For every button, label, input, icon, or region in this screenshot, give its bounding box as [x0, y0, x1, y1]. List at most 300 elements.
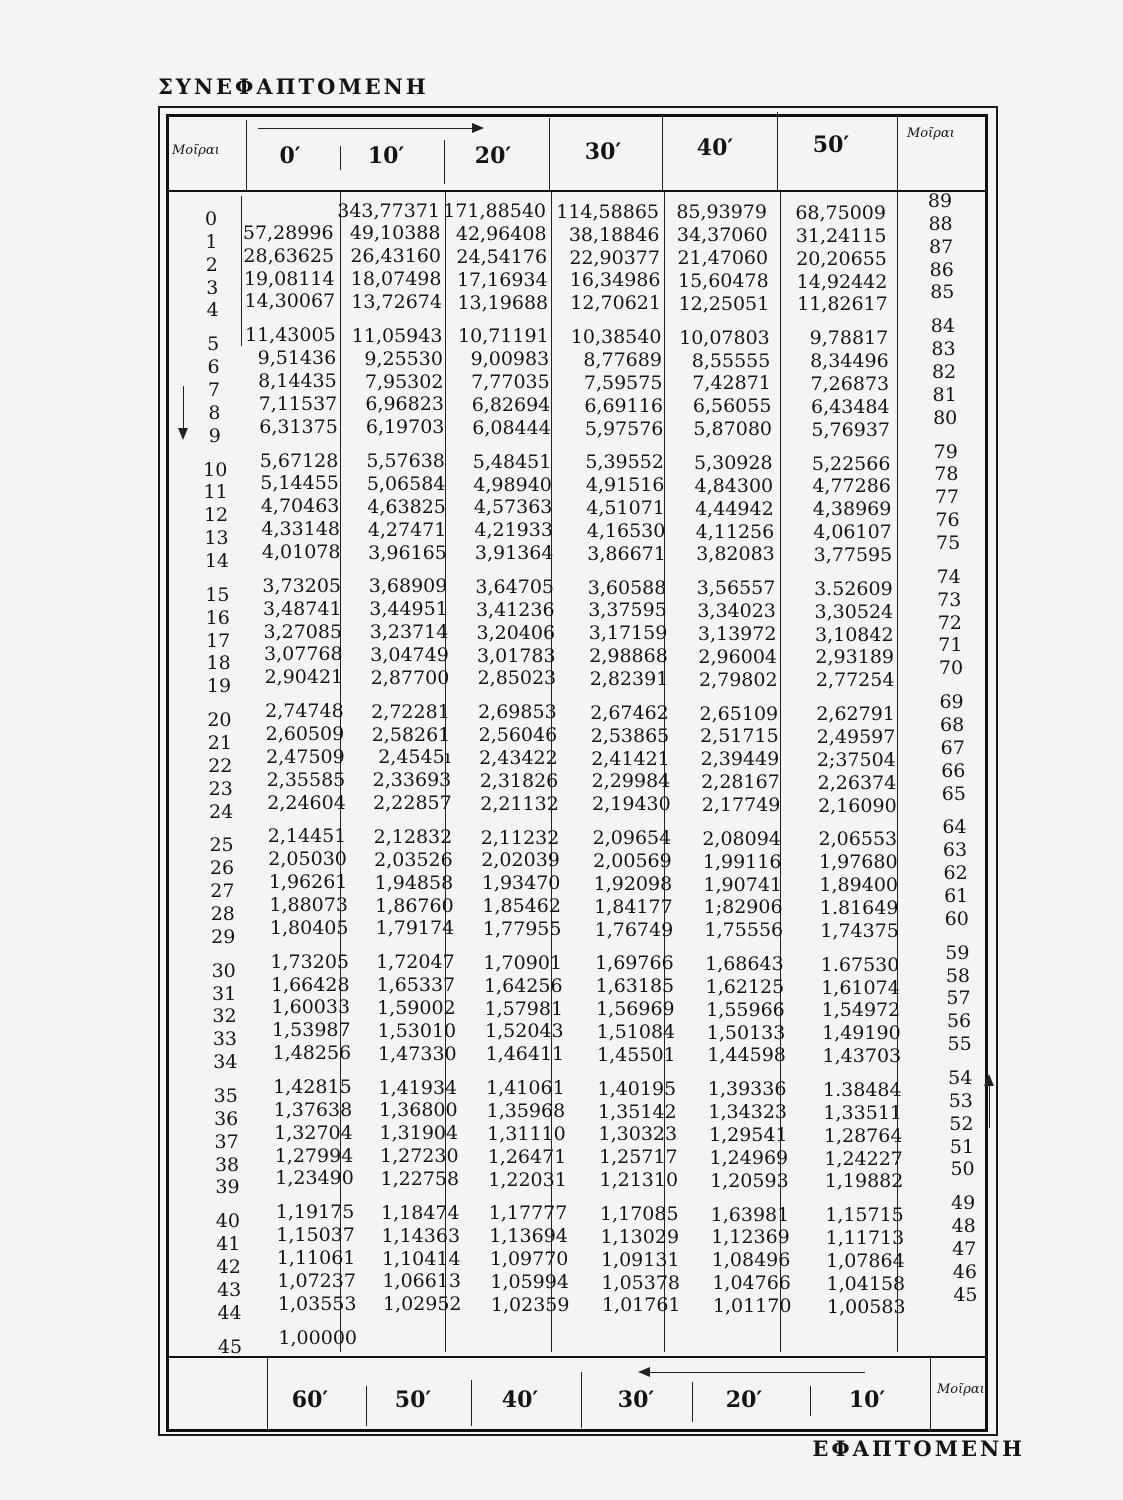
table-cell: 1,46411 [485, 1043, 565, 1066]
table-cell: 10,07803 [679, 326, 770, 349]
table-cell: 6,31375 [259, 415, 338, 438]
table-cell: 1,76749 [594, 918, 674, 941]
degree-label-left: 15 [205, 583, 230, 606]
header-separator-line [168, 190, 986, 192]
degree-label-left: 17 [206, 629, 231, 652]
table-cell: 1,05994 [490, 1270, 569, 1293]
table-cell: 34,37060 [676, 224, 768, 247]
degree-label-left: 23 [208, 777, 233, 800]
table-cell: 3.52609 [814, 577, 893, 600]
table-cell: 7,77035 [471, 371, 550, 394]
table-cell: 1,15037 [276, 1224, 355, 1247]
degree-label-right: 61 [944, 884, 969, 907]
table-cell: 1,47330 [378, 1042, 457, 1065]
column-divider [662, 114, 663, 190]
table-cell: 2;37504 [816, 748, 896, 771]
table-cell: 2,90421 [264, 666, 344, 689]
degree-label-right: 72 [937, 611, 962, 634]
table-cell: 3,48741 [262, 597, 342, 620]
table-cell: 3,41236 [475, 598, 555, 621]
degree-label-left: 14 [204, 549, 229, 572]
degrees-header-left: Μοῖραι [172, 143, 220, 158]
page-title-tangent: ΕΦΑΠΤΟΜΕΝΗ [812, 1436, 1025, 1461]
table-cell: 1,27994 [274, 1144, 354, 1167]
table-cell: 1,79174 [375, 917, 455, 940]
table-cell: 2,85023 [477, 667, 557, 690]
table-cell: 1,88073 [269, 893, 348, 916]
table-cell: 17,16934 [456, 268, 548, 291]
table-cell: 2,22857 [373, 792, 452, 815]
table-cell: 11,43005 [245, 324, 336, 347]
degree-label-left: 25 [209, 834, 234, 857]
table-cell: 12,70621 [570, 292, 661, 315]
column-divider [366, 1386, 367, 1426]
degree-label-left: 2 [205, 253, 218, 276]
table-cell: 13,19688 [457, 291, 549, 314]
degree-label-right: 77 [934, 486, 960, 509]
degree-label-right: 78 [934, 463, 959, 486]
table-cell: 6,56055 [692, 395, 772, 418]
table-cell: 114,58865 [556, 200, 659, 223]
bottom-minute-header: 40′ [501, 1387, 539, 1413]
table-cell: 3,56557 [696, 577, 776, 600]
degree-label-right: 60 [944, 907, 969, 930]
table-cell: 3,91364 [474, 542, 554, 565]
table-cell: 1,55966 [706, 998, 785, 1021]
degree-label-left: 11 [203, 481, 228, 504]
table-cell: 1,64256 [483, 974, 563, 997]
top-minute-header: 10′ [367, 143, 405, 169]
degree-label-left: 41 [216, 1233, 241, 1256]
table-cell: 7,26873 [810, 372, 890, 395]
table-cell: 1,70901 [483, 951, 562, 974]
table-cell: 2,93189 [815, 646, 894, 669]
degrees-footer-right: Μοῖραι [937, 1382, 985, 1397]
table-cell: 1,84177 [594, 895, 673, 918]
table-cell: 1,60033 [271, 996, 351, 1019]
table-cell: 1,33511 [823, 1101, 902, 1124]
degree-label-right: 82 [931, 360, 957, 383]
column-divider [897, 114, 898, 190]
table-cell: 2,60509 [265, 722, 345, 745]
table-cell: 1,86760 [375, 894, 454, 917]
table-cell: 2,00569 [593, 850, 672, 873]
table-cell: 2,35585 [266, 768, 346, 791]
table-cell: 2,82391 [589, 668, 669, 691]
table-cell: 3,73205 [262, 574, 341, 597]
column-divider [930, 1358, 931, 1430]
table-cell: 1,09770 [489, 1248, 569, 1271]
degree-label-left: 16 [205, 606, 230, 629]
table-cell: 2,28167 [701, 771, 780, 794]
degree-label-right: 49 [951, 1192, 976, 1215]
table-cell: 1,29541 [708, 1124, 788, 1147]
table-cell: 1,72047 [376, 951, 455, 974]
table-cell: 1,01761 [601, 1294, 681, 1317]
degree-label-left: 0 [204, 208, 218, 230]
table-cell: 1.67530 [820, 953, 900, 976]
table-cell: 2,58261 [371, 723, 451, 746]
table-cell: 1,15715 [825, 1204, 904, 1227]
table-cell: 4,51071 [586, 497, 665, 520]
table-cell: 19,08114 [243, 267, 335, 290]
table-cell: 1,23490 [275, 1167, 354, 1190]
table-cell: 1,40195 [597, 1077, 677, 1100]
table-cell: 343,77371 [337, 199, 440, 222]
table-cell: 4,57363 [473, 496, 553, 519]
table-cell: 28,63625 [243, 244, 335, 267]
table-cell: 2,16090 [818, 794, 897, 817]
bottom-minute-header: 50′ [394, 1387, 432, 1413]
table-cell: 1,19882 [824, 1170, 904, 1193]
table-cell: 16,34986 [569, 269, 661, 292]
table-cell: 1,45501 [597, 1043, 676, 1066]
table-cell: 12,25051 [678, 292, 770, 315]
table-cell: 3,68909 [368, 575, 448, 598]
degree-label-right: 73 [937, 588, 962, 611]
degree-label-left: 32 [212, 1005, 237, 1028]
table-cell: 1,13694 [489, 1225, 568, 1248]
table-cell: 1,30323 [598, 1123, 678, 1146]
degree-label-right: 64 [942, 816, 967, 839]
table-cell: 1,22031 [488, 1168, 567, 1191]
table-cell: 1,63981 [710, 1203, 790, 1226]
degree-label-right: 63 [942, 839, 968, 862]
degree-label-left: 37 [214, 1130, 239, 1153]
table-cell: 2,77254 [815, 669, 895, 692]
table-cell: 1,50133 [706, 1021, 786, 1044]
table-cell: 1,28764 [823, 1124, 903, 1147]
degree-label-right: 58 [945, 964, 970, 987]
degree-label-left: 9 [208, 424, 221, 447]
column-divider [267, 1358, 268, 1430]
table-cell: 1,73205 [270, 950, 349, 973]
table-cell: 2,79802 [698, 668, 778, 691]
table-cell: 9,00983 [470, 348, 550, 371]
degree-label-left: 29 [211, 925, 236, 948]
degree-label-right: 74 [936, 565, 961, 588]
table-cell: 1,89400 [819, 874, 898, 897]
table-cell: 14,30067 [244, 290, 336, 313]
table-cell: 2,49597 [816, 725, 896, 748]
table-cell: 1,43703 [822, 1045, 902, 1068]
column-divider [692, 1382, 693, 1422]
page-title-cotangent: ΣΥΝΕΦΑΠΤΟΜΕΝΗ [158, 74, 429, 99]
degree-label-right: 51 [949, 1135, 975, 1158]
up-arrow-icon [989, 1076, 990, 1128]
degree-label-left: 4 [206, 299, 219, 322]
table-cell: 8,14435 [258, 369, 337, 392]
table-cell: 4,33148 [261, 518, 340, 541]
top-minute-header: 0′ [279, 143, 301, 169]
degree-label-right: 81 [932, 383, 957, 406]
degree-label-right: 53 [948, 1089, 973, 1112]
degree-label-left: 34 [213, 1051, 238, 1074]
table-cell: 3,44951 [369, 598, 448, 621]
table-cell: 1,53010 [377, 1019, 457, 1042]
table-cell: 1,35142 [598, 1100, 677, 1123]
table-cell: 5,76937 [811, 418, 890, 441]
degree-label-left: 38 [214, 1153, 240, 1176]
table-cell: 3,82083 [696, 543, 775, 566]
table-cell: 57,28996 [242, 221, 334, 244]
table-cell: 4,27471 [367, 518, 447, 541]
down-arrow-icon [183, 386, 184, 438]
bottom-minute-header: 60′ [291, 1387, 329, 1413]
table-cell: 11,05943 [351, 324, 443, 347]
degree-label-left: 39 [215, 1176, 240, 1199]
table-cell: 2,51715 [700, 725, 779, 748]
footer-separator-line [168, 1356, 986, 1358]
table-cell: 1,94858 [374, 871, 454, 894]
degree-label-right: 50 [950, 1158, 975, 1181]
degree-label-left: 7 [207, 378, 220, 401]
degree-label-right: 65 [941, 782, 966, 805]
table-cell: 10,38540 [570, 326, 662, 349]
table-cell: 4,63825 [367, 495, 446, 518]
table-cell: 2,69853 [478, 701, 557, 724]
degree-label-left: 26 [209, 857, 235, 880]
degree-label-left: 31 [211, 982, 237, 1005]
table-cell: 4,06107 [813, 521, 892, 544]
table-cell: 24,54176 [456, 245, 548, 268]
table-cell: 1,44598 [707, 1044, 786, 1067]
table-cell: 1,27230 [380, 1145, 459, 1168]
table-cell: 1,25717 [599, 1146, 678, 1169]
table-cell: 2,87700 [370, 666, 450, 689]
table-cell: 6,82694 [471, 394, 551, 417]
bottom-minute-header: 30′ [617, 1387, 655, 1413]
table-cell: 1,03553 [277, 1292, 357, 1315]
table-cell: 2,62791 [816, 703, 895, 726]
table-cell: 1,69766 [595, 952, 674, 975]
table-cell: 4,44942 [695, 497, 774, 520]
table-cell: 2,24604 [267, 791, 346, 814]
table-cell: 1,07237 [277, 1269, 356, 1292]
table-cell: 1,75556 [704, 919, 784, 942]
degree-label-right: 88 [928, 212, 953, 235]
table-cell: 1,10414 [381, 1247, 461, 1270]
degrees-header-right: Μοῖραι [907, 126, 955, 141]
table-cell: 1,08496 [711, 1249, 791, 1272]
table-cell: 1,68643 [705, 953, 784, 976]
degree-label-left: 1 [205, 230, 218, 253]
top-minute-header: 40′ [696, 135, 734, 161]
column-divider [810, 1386, 811, 1416]
table-cell: 3,07768 [264, 643, 343, 666]
table-cell: 1,17085 [599, 1203, 679, 1226]
table-cell: 4,38969 [812, 498, 892, 521]
degree-label-right: 85 [930, 281, 955, 304]
bottom-minute-header: 20′ [725, 1387, 763, 1413]
table-cell: 1,00583 [826, 1295, 906, 1318]
table-cell: 3,86671 [587, 542, 666, 565]
degree-label-left: 12 [203, 504, 229, 527]
degree-label-right: 69 [939, 691, 964, 714]
degree-label-right: 57 [946, 987, 971, 1010]
table-cell: 1,80405 [269, 916, 349, 939]
table-cell: 2,21132 [480, 792, 559, 815]
table-cell: 1,22758 [380, 1167, 460, 1190]
degree-label-right: 52 [949, 1112, 974, 1135]
table-cell: 1,32704 [274, 1121, 353, 1144]
table-cell: 2,29984 [591, 770, 671, 793]
table-cell: 1,59002 [377, 996, 456, 1019]
degree-label-right: 48 [951, 1215, 976, 1238]
column-divider [549, 118, 550, 190]
column-divider [777, 112, 778, 190]
table-cell: 6,69116 [584, 394, 663, 417]
table-cell: 3,77595 [813, 543, 893, 566]
table-cell: 1,18474 [380, 1201, 460, 1224]
table-cell: 1,13029 [600, 1225, 680, 1248]
degree-label-left: 19 [206, 675, 232, 698]
table-cell: 1,41934 [378, 1076, 458, 1099]
table-cell: 38,18846 [568, 223, 660, 246]
table-cell: 3,20406 [476, 621, 556, 644]
degree-label-left: 20 [207, 709, 232, 732]
left-arrow-icon [640, 1372, 865, 1373]
table-cell: 1;82906 [703, 896, 783, 919]
degree-label-right: 54 [948, 1066, 973, 1089]
column-divider [471, 1380, 472, 1426]
table-cell: 1,31110 [487, 1122, 566, 1145]
table-cell: 7,95302 [364, 370, 444, 393]
degree-label-left: 24 [209, 800, 234, 823]
degree-label-right: 80 [933, 406, 958, 429]
table-cell: 3,23714 [369, 621, 449, 644]
table-cell: 1,24227 [824, 1147, 903, 1170]
table-cell: 1,90741 [703, 873, 782, 896]
table-cell: 68,75009 [795, 202, 886, 224]
table-cell: 9,78817 [809, 327, 889, 350]
degree-label-left: 27 [210, 880, 235, 903]
table-cell: 5,30928 [693, 451, 773, 474]
table-cell: 9,51436 [257, 347, 337, 370]
table-cell: 2,08094 [702, 827, 781, 850]
degree-label-right: 46 [952, 1260, 977, 1283]
column-divider [581, 1372, 582, 1428]
table-cell: 5,06584 [366, 473, 446, 495]
table-cell: 3,64705 [475, 576, 554, 599]
table-cell: 3,37595 [588, 599, 667, 622]
table-cell: 1,48256 [272, 1042, 352, 1065]
table-cell: 1,07864 [826, 1249, 905, 1272]
table-cell: 49,10388 [349, 222, 441, 245]
table-cell: 1,06613 [382, 1270, 462, 1293]
table-cell: 1,02952 [382, 1293, 462, 1316]
table-cell: 1,63185 [595, 975, 675, 998]
table-cell: 1,31904 [379, 1122, 459, 1145]
degree-label-right: 62 [943, 862, 968, 885]
table-cell: 7,59575 [583, 371, 663, 394]
table-cell: 4,91516 [585, 474, 665, 497]
degree-label-left: 36 [214, 1107, 239, 1130]
table-cell: 2,67462 [590, 701, 669, 724]
table-cell: 2,31826 [479, 769, 559, 792]
degree-label-left: 44 [217, 1301, 242, 1324]
table-cell: 20,20655 [796, 247, 887, 270]
column-divider [444, 140, 445, 184]
table-cell: 1,37638 [273, 1098, 353, 1121]
table-cell: 2,72281 [371, 700, 450, 723]
degree-label-left: 33 [212, 1028, 238, 1051]
table-cell: 1,11713 [825, 1227, 905, 1250]
table-cell: 42,96408 [455, 223, 547, 246]
table-cell: 8,77689 [583, 348, 662, 371]
column-divider [246, 120, 247, 190]
table-cell: 171,88540 [443, 200, 546, 223]
degree-label-right: 45 [953, 1283, 978, 1306]
table-cell: 15,60478 [678, 269, 769, 292]
table-cell: 1,77955 [482, 918, 562, 940]
table-cell: 13,72674 [351, 291, 442, 314]
table-cell: 4,84300 [694, 474, 774, 497]
degree-label-right: 47 [952, 1237, 977, 1260]
table-cell: 1,09131 [600, 1248, 680, 1271]
table-cell: 1,11061 [276, 1246, 356, 1269]
table-cell: 1,61074 [821, 976, 900, 999]
table-cell: 2,33693 [372, 769, 452, 792]
table-cell: 1,41061 [486, 1077, 565, 1100]
table-cell: 5,87080 [693, 418, 772, 441]
top-minute-header: 30′ [584, 139, 622, 165]
degree-label-right: 66 [941, 759, 966, 782]
table-cell: 2,96004 [698, 645, 777, 668]
table-cell: 1,92098 [593, 872, 673, 895]
table-cell: 1,00000 [278, 1326, 357, 1349]
degree-label-left: 28 [210, 902, 235, 925]
table-cell: 2,98868 [589, 645, 668, 668]
table-cell: 1,19175 [275, 1201, 355, 1224]
degree-label-left: 43 [217, 1278, 242, 1301]
degree-label-left: 8 [208, 401, 221, 424]
table-cell: 11,82617 [797, 293, 888, 316]
table-cell: 5,67128 [259, 449, 339, 472]
table-cell: 1,36800 [379, 1099, 458, 1122]
table-cell: 2,39449 [700, 748, 780, 771]
table-cell: 4,77286 [812, 475, 891, 498]
table-cell: 2,12832 [373, 825, 453, 848]
table-cell: 1,35968 [486, 1100, 566, 1122]
table-cell: 2,17749 [701, 793, 781, 816]
table-cell: 21,47060 [677, 247, 769, 270]
table-cell: 85,93979 [676, 201, 767, 224]
table-cell: 5,57638 [366, 450, 445, 473]
table-cell: 2,65109 [699, 702, 779, 725]
table-cell: 1,53987 [272, 1019, 351, 1042]
table-cell: 1,56969 [596, 998, 675, 1021]
degree-label-left: 22 [208, 754, 233, 777]
degree-label-right: 59 [945, 941, 970, 964]
table-cell: 1,17777 [488, 1202, 568, 1225]
table-cell: 1,54972 [821, 999, 901, 1022]
table-cell: 1.81649 [819, 896, 899, 919]
degree-label-left: 40 [215, 1210, 240, 1233]
table-cell: 1,49190 [822, 1022, 901, 1045]
table-cell: 1,62125 [705, 975, 785, 998]
table-cell: 2,19430 [592, 793, 671, 816]
table-cell: 5,39552 [585, 451, 664, 474]
degree-label-left: 35 [213, 1084, 238, 1107]
degree-label-right: 68 [940, 713, 965, 736]
table-cell: 31,24115 [795, 224, 887, 247]
top-minute-header: 50′ [812, 132, 850, 158]
degree-label-left: 5 [207, 333, 220, 356]
degree-label-left: 10 [203, 458, 228, 481]
degree-label-right: 70 [938, 657, 964, 680]
table-cell: 3,34023 [697, 600, 776, 623]
